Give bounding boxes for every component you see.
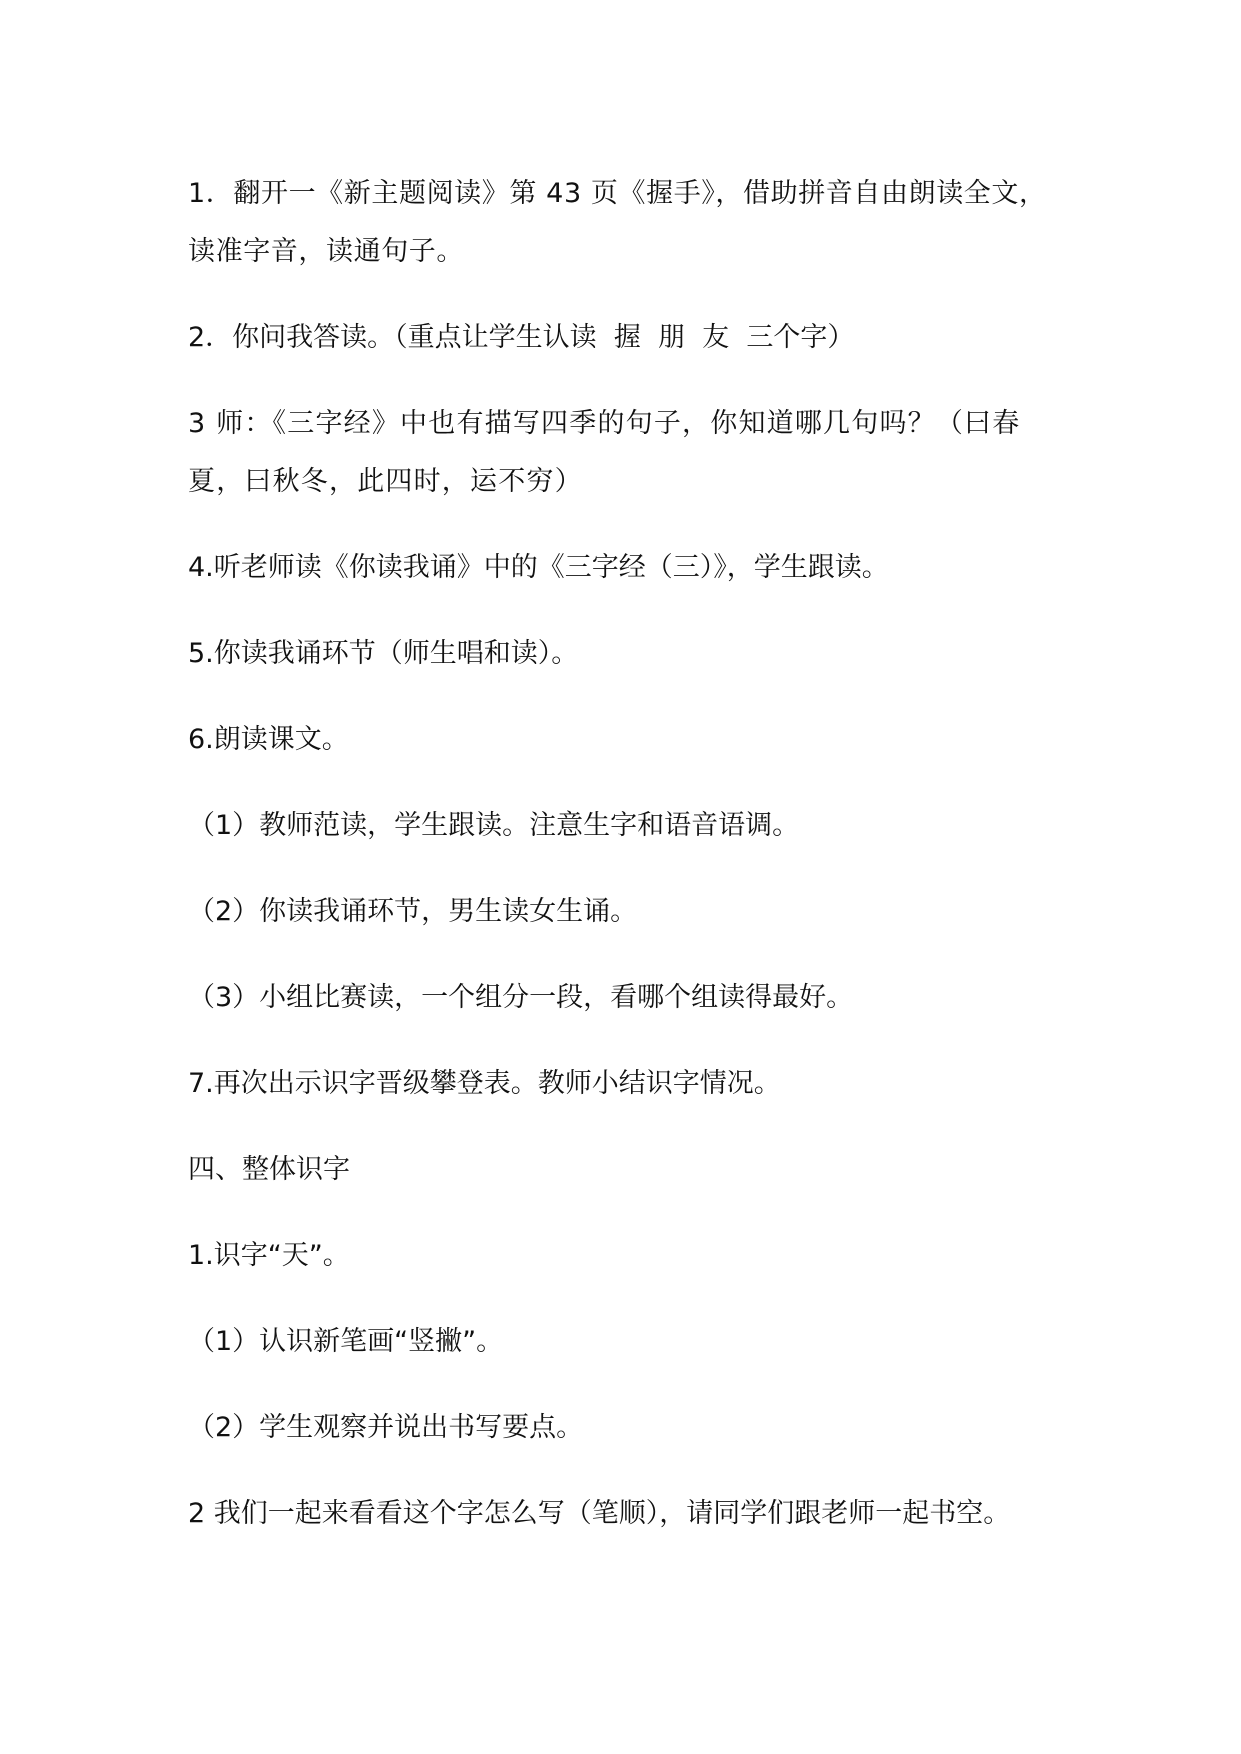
paragraph-15: 2 我们一起来看看这个字怎么写（笔顺），请同学们跟老师一起书空。 xyxy=(188,1498,1011,1529)
paragraph-8: （2）你读我诵环节，男生读女生诵。 xyxy=(188,896,638,927)
paragraph-6: 6.朗读课文。 xyxy=(188,724,349,755)
document-body xyxy=(188,165,1068,1571)
paragraph-10: 7.再次出示识字晋级攀登表。教师小结识字情况。 xyxy=(188,1068,781,1099)
paragraph-4: 4.听老师读《你读我诵》中的《三字经（三）》，学生跟读。 xyxy=(188,552,889,583)
paragraph-14: （2）学生观察并说出书写要点。 xyxy=(188,1412,584,1443)
paragraph-3: 3 师：《三字经》中也有描写四季的句子，你知道哪几句吗？（曰春夏，曰秋冬，此四时，运不穷） xyxy=(188,408,1021,497)
section-heading: 四、整体识字 xyxy=(188,1154,350,1185)
paragraph-5: 5.你读我诵环节（师生唱和读）。 xyxy=(188,638,579,669)
paragraph-2: 2．你问我答读。（重点让学生认读 握 朋 友 三个字） xyxy=(188,322,855,353)
paragraph-13: （1）认识新笔画“竖撇”。 xyxy=(188,1326,504,1357)
paragraph-1: 1．翻开一《新主题阅读》第 43 页《握手》，借助拼音自由朗读全文，读准字音，读通句子。 xyxy=(188,178,1047,267)
paragraph-12: 1.识字“天”。 xyxy=(188,1240,350,1271)
paragraph-9: （3）小组比赛读，一个组分一段，看哪个组读得最好。 xyxy=(188,982,854,1013)
paragraph-7: （1）教师范读，学生跟读。注意生字和语音语调。 xyxy=(188,810,800,841)
